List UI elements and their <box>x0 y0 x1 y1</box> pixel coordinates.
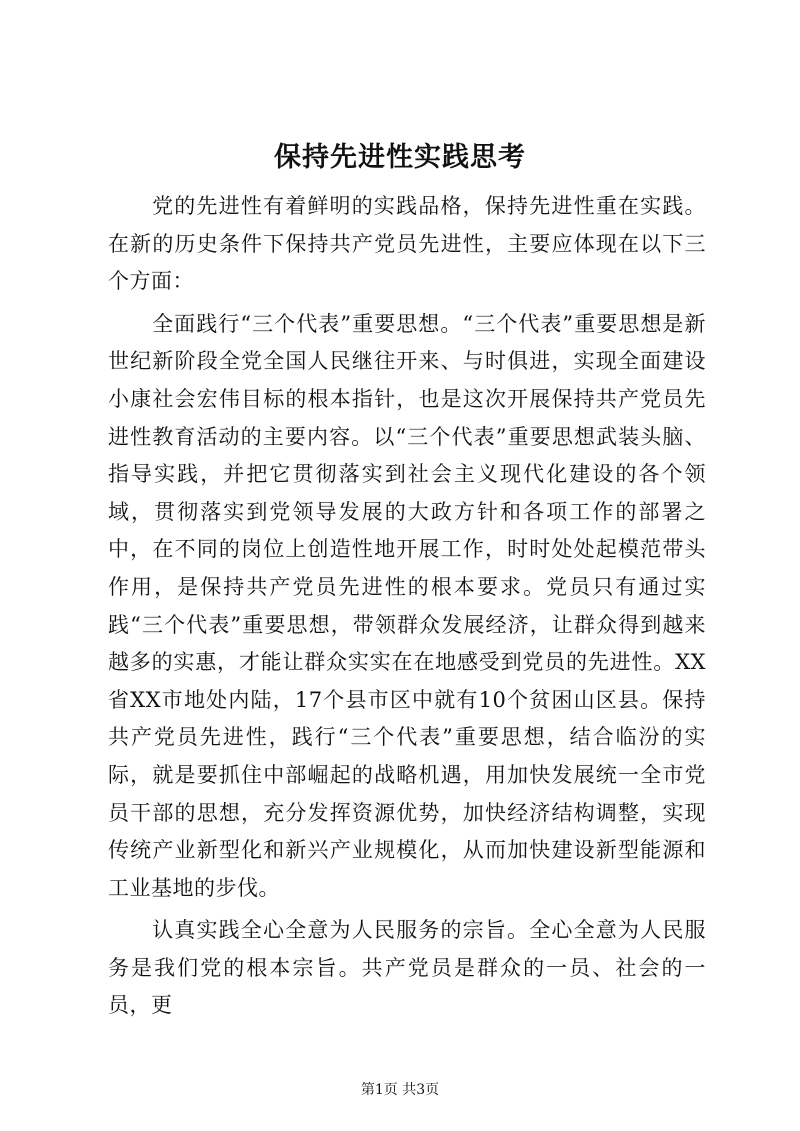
document-body <box>108 188 706 1030</box>
page-number-footer: 第1页 共3页 <box>360 1082 440 1098</box>
paragraph-three-represents: 全面践行“三个代表”重要思想。“三个代表”重要思想是新世纪新阶段全党全国人民继往开来、与时俱进，实现全面建设小康社会宏伟目标的根本指针，也是这次开展保持共产党员先进性教育活动的主要内容。以“三个代表”重要思想武装头脑、指导实践，并把它贯彻落实到社会主义现代化建设的各个领域，贯彻落实到党领导发展的大政方针和各项工作的部署之中，在不同的岗位上创造性地开展工作，时时处处起模范带头作用，是保持共产党员先进性的根本要求。党员只有通过实践“三个代表”重要思想，带领群众发展经济，让群众得到越来越多的实惠，才能让群众实实在在地感受到党员的先进性。XX省XX市地处内陆，17个县市区中就有10个贫困山区县。保持共产党员先进性，践行“三个代表”重要思想，结合临汾的实际，就是要抓住中部崛起的战略机遇，用加快发展统一全市党员干部的思想，充分发挥资源优势，加快经济结构调整，实现传统产业新型化和新兴产业规模化，从而加快建设新型能源和工业基地的步伐。 <box>108 311 706 900</box>
paragraph-serve-people: 认真实践全心全意为人民服务的宗旨。全心全意为人民服务是我们党的根本宗旨。共产党员是群众的一员、社会的一员，更 <box>108 918 706 1018</box>
paragraph-intro: 党的先进性有着鲜明的实践品格，保持先进性重在实践。在新的历史条件下保持共产党员先进性，主要应体现在以下三个方面： <box>108 194 706 294</box>
document-title: 保持先进性实践思考 <box>274 142 526 173</box>
